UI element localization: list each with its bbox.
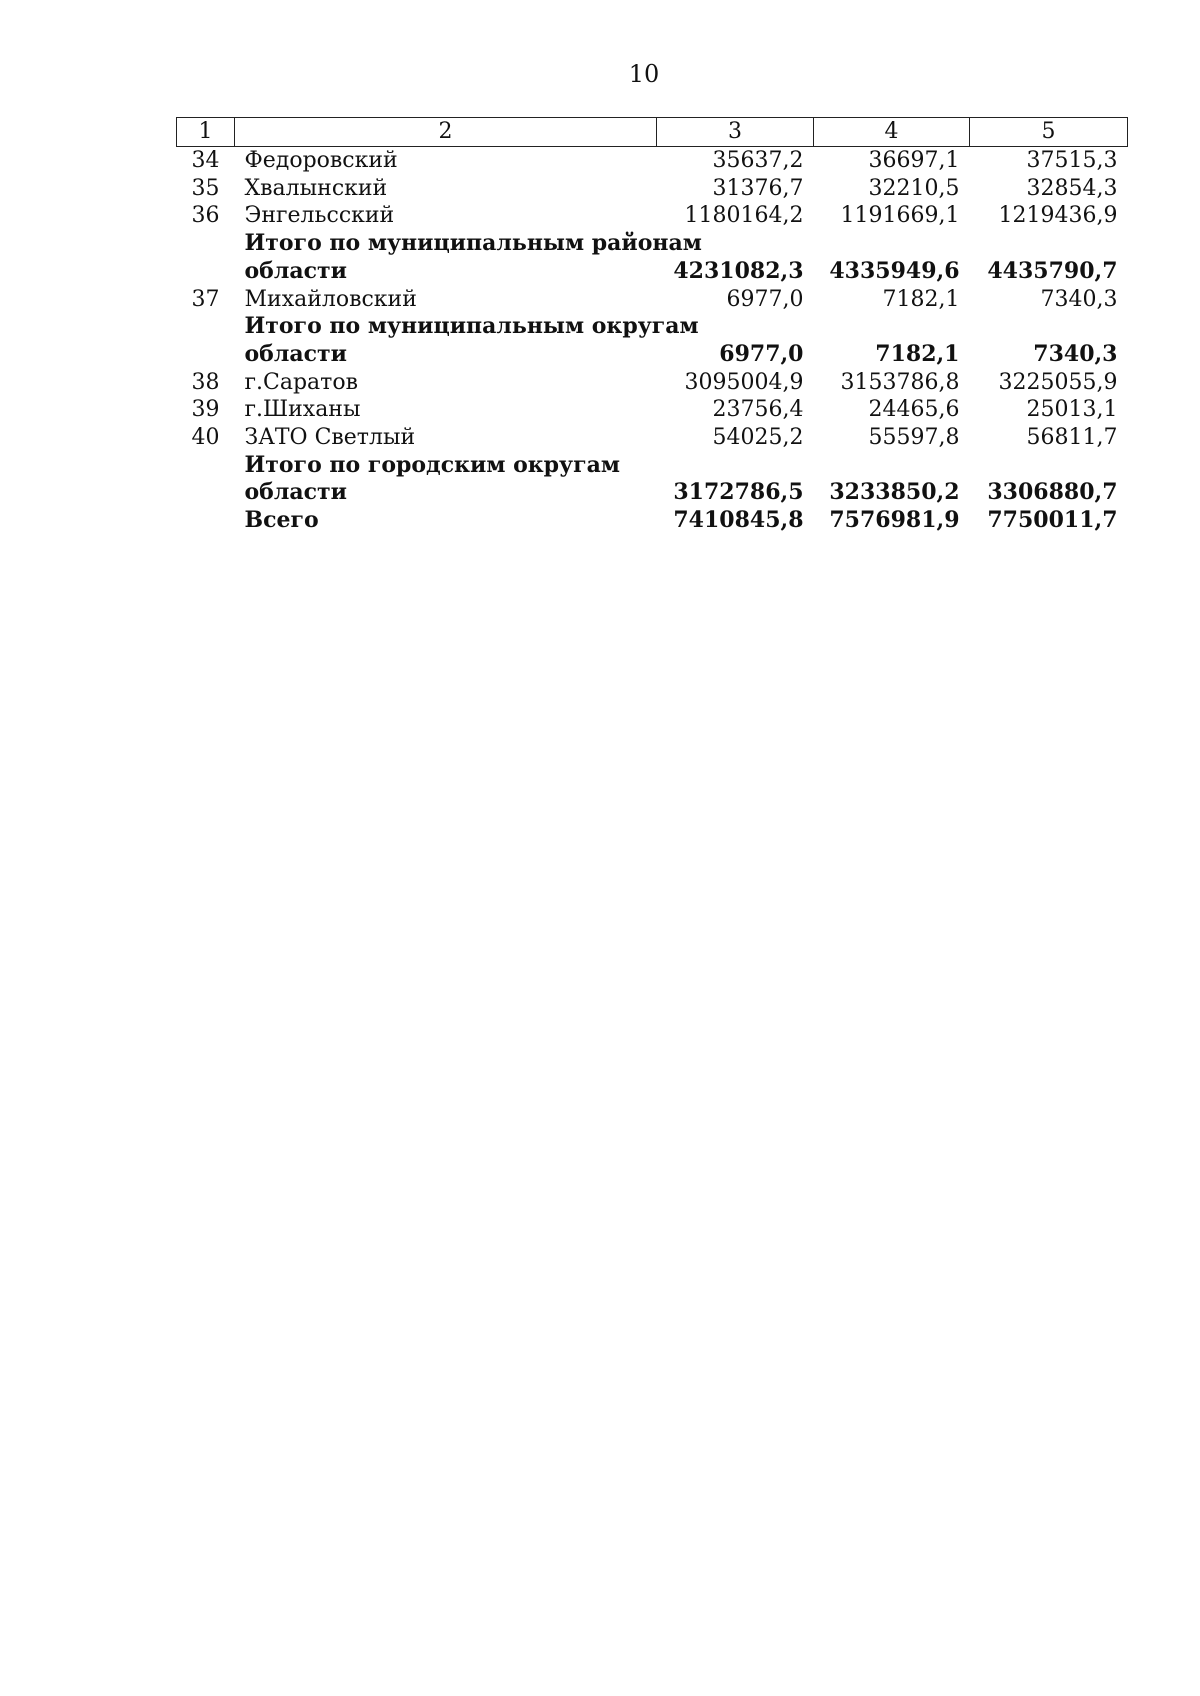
subtotal-value-col-3: 6977,0 — [719, 340, 804, 367]
district-name: ЗАТО Светлый — [244, 425, 416, 451]
grand-total-value-col-3: 7410845,8 — [673, 507, 804, 534]
subtotal-label-line1: Итого по городским округам — [244, 451, 620, 478]
subtotal-label-line2: области — [244, 479, 347, 506]
district-name: Михайловский — [244, 286, 417, 312]
row-number: 38 — [191, 369, 220, 395]
district-name: Федоровский — [244, 148, 398, 173]
grand-total-row — [177, 507, 1128, 535]
subtotal-row — [177, 341, 1128, 369]
value-col-4: 55597,8 — [868, 425, 960, 451]
value-col-3: 23756,4 — [712, 397, 804, 423]
value-col-3: 1180164,2 — [684, 203, 804, 229]
subtotal-label-line2: области — [244, 257, 347, 284]
grand-total-value-col-4: 7576981,9 — [829, 507, 960, 534]
value-col-3: 31376,7 — [712, 175, 804, 201]
district-name: Хвалынский — [244, 175, 388, 201]
value-col-4: 3153786,8 — [840, 369, 960, 395]
table-row — [177, 424, 1128, 452]
value-col-5: 7340,3 — [1040, 286, 1118, 312]
value-col-4: 7182,1 — [882, 286, 960, 312]
subtotal-label-line1: Итого по муниципальным округам — [244, 313, 699, 340]
value-col-5: 32854,3 — [1026, 175, 1118, 201]
subtotal-value-col-5: 3306880,7 — [987, 479, 1118, 506]
subtotal-row-label — [177, 452, 1128, 480]
grand-total-value-col-5: 7750011,7 — [987, 507, 1118, 534]
row-number: 36 — [191, 203, 220, 229]
value-col-3: 35637,2 — [712, 148, 804, 173]
page-number: 10 — [628, 60, 660, 88]
value-col-5: 1219436,9 — [998, 203, 1118, 229]
district-name: г.Саратов — [244, 369, 358, 395]
row-number: 40 — [191, 425, 220, 451]
value-col-3: 3095004,9 — [684, 369, 804, 395]
column-header-4: 4 — [814, 118, 970, 147]
value-col-4: 36697,1 — [868, 148, 960, 173]
value-col-5: 37515,3 — [1026, 148, 1118, 173]
header-row — [177, 118, 1128, 147]
subtotal-value-col-5: 4435790,7 — [987, 257, 1118, 284]
table-header — [177, 118, 1128, 147]
value-col-5: 25013,1 — [1026, 397, 1118, 423]
subtotal-value-col-3: 3172786,5 — [673, 479, 804, 506]
grand-total-label: Всего — [244, 507, 319, 534]
subtotal-value-col-4: 4335949,6 — [829, 257, 960, 284]
value-col-5: 56811,7 — [1026, 425, 1118, 451]
column-header-5: 5 — [970, 118, 1128, 147]
row-number: 39 — [191, 397, 220, 423]
row-number — [177, 230, 235, 258]
value-col-4: 1191669,1 — [840, 203, 960, 229]
subtotal-label-line1: Итого по муниципальным районам — [244, 230, 702, 257]
value-col-3: 6977,0 — [726, 286, 804, 312]
column-header-1: 1 — [177, 118, 235, 147]
row-number: 35 — [191, 175, 220, 201]
subtotal-label-line2: области — [244, 340, 347, 367]
row-number: 37 — [191, 286, 220, 312]
value-col-5: 3225055,9 — [998, 369, 1118, 395]
row-number: 34 — [191, 148, 220, 173]
value-col-3: 54025,2 — [712, 425, 804, 451]
column-header-3: 3 — [657, 118, 814, 147]
value-col-4: 24465,6 — [868, 397, 960, 423]
district-name: Энгельсский — [244, 203, 395, 229]
table-row — [177, 147, 1128, 175]
table-row — [177, 202, 1128, 230]
district-name: г.Шиханы — [244, 397, 361, 423]
subtotal-row — [177, 479, 1128, 507]
table-row — [177, 396, 1128, 424]
column-header-2: 2 — [235, 118, 657, 147]
subtotal-value-col-4: 7182,1 — [875, 340, 960, 367]
subtotal-value-col-5: 7340,3 — [1033, 340, 1118, 367]
subtotal-value-col-3: 4231082,3 — [673, 257, 804, 284]
table-row — [177, 286, 1128, 314]
subtotal-row — [177, 258, 1128, 286]
table-body — [177, 147, 1128, 535]
budget-table — [176, 117, 1128, 535]
subtotal-row-label — [177, 313, 1128, 341]
table-row — [177, 369, 1128, 397]
subtotal-row-label — [177, 230, 1128, 258]
table-row — [177, 175, 1128, 203]
subtotal-value-col-4: 3233850,2 — [829, 479, 960, 506]
value-col-4: 32210,5 — [868, 175, 960, 201]
